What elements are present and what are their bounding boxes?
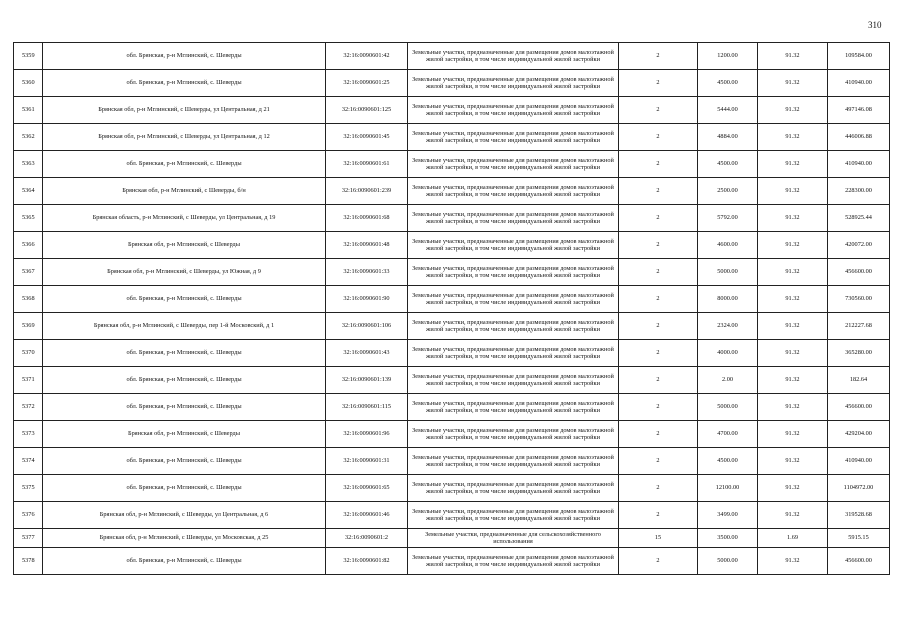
cadastral-number-cell: 32:16:0090601:115 (326, 394, 408, 421)
land-use-cell: Земельные участки, предназначенные для размещения домов малоэтажной жилой застройки, в том числе индивидуальной жилой застройки (408, 502, 619, 529)
area-cell: 4600.00 (698, 232, 758, 259)
cadastral-value-cell: 212227.68 (828, 313, 890, 340)
area-cell: 5000.00 (698, 394, 758, 421)
area-cell: 4500.00 (698, 151, 758, 178)
table-row (14, 548, 890, 575)
group-cell: 2 (619, 205, 698, 232)
rate-cell: 91.32 (758, 448, 828, 475)
row-number-cell: 5371 (14, 367, 43, 394)
address-cell: Брянская обл, р-н Мглинский, с Шеверды, ул Центральная, д 12 (43, 124, 326, 151)
cadastral-value-cell: 456600.00 (828, 548, 890, 575)
land-use-cell: Земельные участки, предназначенные для размещения домов малоэтажной жилой застройки, в том числе индивидуальной жилой застройки (408, 205, 619, 232)
cadastral-value-cell: 182.64 (828, 367, 890, 394)
land-use-cell: Земельные участки, предназначенные для размещения домов малоэтажной жилой застройки, в том числе индивидуальной жилой застройки (408, 232, 619, 259)
cadastral-value-cell: 456600.00 (828, 394, 890, 421)
table-row (14, 178, 890, 205)
area-cell: 4884.00 (698, 124, 758, 151)
table-row (14, 448, 890, 475)
group-cell: 2 (619, 394, 698, 421)
cadastral-number-cell: 32:16:0090601:139 (326, 367, 408, 394)
cadastral-number-cell: 32:16:0090601:25 (326, 70, 408, 97)
rate-cell: 91.32 (758, 124, 828, 151)
cadastral-value-cell: 420072.00 (828, 232, 890, 259)
land-use-cell: Земельные участки, предназначенные для размещения домов малоэтажной жилой застройки, в том числе индивидуальной жилой застройки (408, 151, 619, 178)
row-number-cell: 5374 (14, 448, 43, 475)
cadastral-value-cell: 365280.00 (828, 340, 890, 367)
row-number-cell: 5363 (14, 151, 43, 178)
row-number-cell: 5360 (14, 70, 43, 97)
land-use-cell: Земельные участки, предназначенные для размещения домов малоэтажной жилой застройки, в том числе индивидуальной жилой застройки (408, 43, 619, 70)
rate-cell: 91.32 (758, 421, 828, 448)
address-cell: обл. Брянская, р-н Мглинский, с. Шеверды (43, 340, 326, 367)
cadastral-value-cell: 109584.00 (828, 43, 890, 70)
cadastral-value-cell: 429204.00 (828, 421, 890, 448)
address-cell: Брянская обл, р-н Мглинский, с Шеверды (43, 232, 326, 259)
address-cell: Брянская обл, р-н Мглинский, с Шеверды, ул Центральная, д 21 (43, 97, 326, 124)
row-number-cell: 5372 (14, 394, 43, 421)
row-number-cell: 5377 (14, 529, 43, 548)
row-number-cell: 5367 (14, 259, 43, 286)
address-cell: Брянская обл, р-н Мглинский, с Шеверды, б/н (43, 178, 326, 205)
table-row (14, 367, 890, 394)
rate-cell: 91.32 (758, 313, 828, 340)
table-body (14, 43, 890, 575)
land-use-cell: Земельные участки, предназначенные для размещения домов малоэтажной жилой застройки, в том числе индивидуальной жилой застройки (408, 475, 619, 502)
address-cell: обл. Брянская, р-н Мглинский, с. Шеверды (43, 448, 326, 475)
rate-cell: 91.32 (758, 502, 828, 529)
rate-cell: 91.32 (758, 475, 828, 502)
rate-cell: 1.69 (758, 529, 828, 548)
group-cell: 2 (619, 421, 698, 448)
table-row (14, 97, 890, 124)
area-cell: 2324.00 (698, 313, 758, 340)
cadastral-number-cell: 32:16:0090601:43 (326, 340, 408, 367)
cadastral-value-cell: 456600.00 (828, 259, 890, 286)
cadastral-number-cell: 32:16:0090601:82 (326, 548, 408, 575)
cadastral-number-cell: 32:16:0090601:61 (326, 151, 408, 178)
rate-cell: 91.32 (758, 70, 828, 97)
cadastral-number-cell: 32:16:0090601:68 (326, 205, 408, 232)
area-cell: 8000.00 (698, 286, 758, 313)
cadastral-number-cell: 32:16:0090601:96 (326, 421, 408, 448)
cadastral-number-cell: 32:16:0090601:125 (326, 97, 408, 124)
cadastral-number-cell: 32:16:0090601:46 (326, 502, 408, 529)
group-cell: 2 (619, 367, 698, 394)
address-cell: Брянская обл, р-н Мглинский, с Шеверды, пер 1-й Московский, д 1 (43, 313, 326, 340)
group-cell: 2 (619, 124, 698, 151)
address-cell: Брянская обл, р-н Мглинский, с Шеверды, ул Центральная, д 6 (43, 502, 326, 529)
cadastral-value-cell: 1104972.00 (828, 475, 890, 502)
land-use-cell: Земельные участки, предназначенные для размещения домов малоэтажной жилой застройки, в том числе индивидуальной жилой застройки (408, 421, 619, 448)
area-cell: 5792.00 (698, 205, 758, 232)
table-row (14, 394, 890, 421)
land-use-cell: Земельные участки, предназначенные для размещения домов малоэтажной жилой застройки, в том числе индивидуальной жилой застройки (408, 70, 619, 97)
table-row (14, 205, 890, 232)
cadastral-number-cell: 32:16:0090601:239 (326, 178, 408, 205)
address-cell: обл. Брянская, р-н Мглинский, с. Шеверды (43, 475, 326, 502)
land-use-cell: Земельные участки, предназначенные для размещения домов малоэтажной жилой застройки, в том числе индивидуальной жилой застройки (408, 340, 619, 367)
table-row (14, 151, 890, 178)
row-number-cell: 5361 (14, 97, 43, 124)
land-use-cell: Земельные участки, предназначенные для размещения домов малоэтажной жилой застройки, в том числе индивидуальной жилой застройки (408, 124, 619, 151)
table-row (14, 43, 890, 70)
area-cell: 1200.00 (698, 43, 758, 70)
land-use-cell: Земельные участки, предназначенные для размещения домов малоэтажной жилой застройки, в том числе индивидуальной жилой застройки (408, 548, 619, 575)
land-use-cell: Земельные участки, предназначенные для размещения домов малоэтажной жилой застройки, в том числе индивидуальной жилой застройки (408, 178, 619, 205)
row-number-cell: 5362 (14, 124, 43, 151)
rate-cell: 91.32 (758, 43, 828, 70)
group-cell: 2 (619, 259, 698, 286)
cadastral-value-cell: 497146.08 (828, 97, 890, 124)
address-cell: обл. Брянская, р-н Мглинский, с. Шеверды (43, 151, 326, 178)
group-cell: 2 (619, 448, 698, 475)
cadastral-value-cell: 730560.00 (828, 286, 890, 313)
address-cell: обл. Брянская, р-н Мглинский, с. Шеверды (43, 43, 326, 70)
group-cell: 2 (619, 340, 698, 367)
cadastral-number-cell: 32:16:0090601:90 (326, 286, 408, 313)
table-row (14, 70, 890, 97)
row-number-cell: 5368 (14, 286, 43, 313)
cadastral-number-cell: 32:16:0090601:45 (326, 124, 408, 151)
area-cell: 3499.00 (698, 502, 758, 529)
group-cell: 2 (619, 548, 698, 575)
address-cell: обл. Брянская, р-н Мглинский, с. Шеверды (43, 367, 326, 394)
cadastral-value-cell: 446006.88 (828, 124, 890, 151)
land-use-cell: Земельные участки, предназначенные для размещения домов малоэтажной жилой застройки, в том числе индивидуальной жилой застройки (408, 97, 619, 124)
area-cell: 3500.00 (698, 529, 758, 548)
area-cell: 5000.00 (698, 259, 758, 286)
table-row (14, 340, 890, 367)
area-cell: 5000.00 (698, 548, 758, 575)
land-use-cell: Земельные участки, предназначенные для размещения домов малоэтажной жилой застройки, в том числе индивидуальной жилой застройки (408, 259, 619, 286)
group-cell: 2 (619, 502, 698, 529)
table-row (14, 259, 890, 286)
land-use-cell: Земельные участки, предназначенные для размещения домов малоэтажной жилой застройки, в том числе индивидуальной жилой застройки (408, 394, 619, 421)
row-number-cell: 5359 (14, 43, 43, 70)
cadastral-number-cell: 32:16:0090601:33 (326, 259, 408, 286)
address-cell: обл. Брянская, р-н Мглинский, с. Шеверды (43, 286, 326, 313)
group-cell: 2 (619, 232, 698, 259)
rate-cell: 91.32 (758, 340, 828, 367)
table-row (14, 124, 890, 151)
cadastral-value-cell: 5915.15 (828, 529, 890, 548)
area-cell: 2.00 (698, 367, 758, 394)
table-row (14, 232, 890, 259)
row-number-cell: 5373 (14, 421, 43, 448)
group-cell: 2 (619, 313, 698, 340)
group-cell: 2 (619, 70, 698, 97)
group-cell: 2 (619, 43, 698, 70)
rate-cell: 91.32 (758, 205, 828, 232)
area-cell: 4700.00 (698, 421, 758, 448)
cadastral-number-cell: 32:16:0090601:106 (326, 313, 408, 340)
address-cell: Брянская обл, р-н Мглинский, с Шеверды, ул Южная, д 9 (43, 259, 326, 286)
address-cell: обл. Брянская, р-н Мглинский, с. Шеверды (43, 70, 326, 97)
land-use-cell: Земельные участки, предназначенные для размещения домов малоэтажной жилой застройки, в том числе индивидуальной жилой застройки (408, 367, 619, 394)
cadastral-number-cell: 32:16:0090601:31 (326, 448, 408, 475)
row-number-cell: 5378 (14, 548, 43, 575)
rate-cell: 91.32 (758, 286, 828, 313)
area-cell: 12100.00 (698, 475, 758, 502)
row-number-cell: 5365 (14, 205, 43, 232)
rate-cell: 91.32 (758, 548, 828, 575)
area-cell: 4000.00 (698, 340, 758, 367)
rate-cell: 91.32 (758, 151, 828, 178)
table-row (14, 421, 890, 448)
land-use-cell: Земельные участки, предназначенные для сельскохозяйственного использования (408, 529, 619, 548)
group-cell: 2 (619, 151, 698, 178)
group-cell: 2 (619, 97, 698, 124)
row-number-cell: 5375 (14, 475, 43, 502)
group-cell: 2 (619, 178, 698, 205)
cadastral-number-cell: 32:16:0090601:48 (326, 232, 408, 259)
table-row (14, 502, 890, 529)
group-cell: 15 (619, 529, 698, 548)
land-registry-table (13, 42, 890, 575)
land-use-cell: Земельные участки, предназначенные для размещения домов малоэтажной жилой застройки, в том числе индивидуальной жилой застройки (408, 313, 619, 340)
rate-cell: 91.32 (758, 97, 828, 124)
address-cell: обл. Брянская, р-н Мглинский, с. Шеверды (43, 394, 326, 421)
rate-cell: 91.32 (758, 367, 828, 394)
table-row (14, 286, 890, 313)
address-cell: Брянская область, р-н Мглинский, с Шеверды, ул Центральная, д 19 (43, 205, 326, 232)
group-cell: 2 (619, 286, 698, 313)
cadastral-value-cell: 319528.68 (828, 502, 890, 529)
cadastral-number-cell: 32:16:0090601:65 (326, 475, 408, 502)
cadastral-number-cell: 32:16:0090601:42 (326, 43, 408, 70)
cadastral-number-cell: 32:16:0090601:2 (326, 529, 408, 548)
table-row (14, 529, 890, 548)
rate-cell: 91.32 (758, 259, 828, 286)
area-cell: 4500.00 (698, 70, 758, 97)
table-row (14, 475, 890, 502)
rate-cell: 91.32 (758, 178, 828, 205)
rate-cell: 91.32 (758, 394, 828, 421)
address-cell: обл. Брянская, р-н Мглинский, с. Шеверды (43, 548, 326, 575)
cadastral-value-cell: 528925.44 (828, 205, 890, 232)
land-use-cell: Земельные участки, предназначенные для размещения домов малоэтажной жилой застройки, в том числе индивидуальной жилой застройки (408, 286, 619, 313)
row-number-cell: 5364 (14, 178, 43, 205)
area-cell: 4500.00 (698, 448, 758, 475)
rate-cell: 91.32 (758, 232, 828, 259)
cadastral-value-cell: 410940.00 (828, 70, 890, 97)
cadastral-value-cell: 410940.00 (828, 448, 890, 475)
row-number-cell: 5369 (14, 313, 43, 340)
row-number-cell: 5376 (14, 502, 43, 529)
area-cell: 2500.00 (698, 178, 758, 205)
page-number: 310 (868, 20, 882, 30)
cadastral-value-cell: 228300.00 (828, 178, 890, 205)
cadastral-value-cell: 410940.00 (828, 151, 890, 178)
table-row (14, 313, 890, 340)
area-cell: 5444.00 (698, 97, 758, 124)
row-number-cell: 5370 (14, 340, 43, 367)
land-use-cell: Земельные участки, предназначенные для размещения домов малоэтажной жилой застройки, в том числе индивидуальной жилой застройки (408, 448, 619, 475)
address-cell: Брянская обл, р-н Мглинский, с Шеверды (43, 421, 326, 448)
address-cell: Брянская обл, р-н Мглинский, с Шеверды, ул Московская, д 25 (43, 529, 326, 548)
row-number-cell: 5366 (14, 232, 43, 259)
group-cell: 2 (619, 475, 698, 502)
